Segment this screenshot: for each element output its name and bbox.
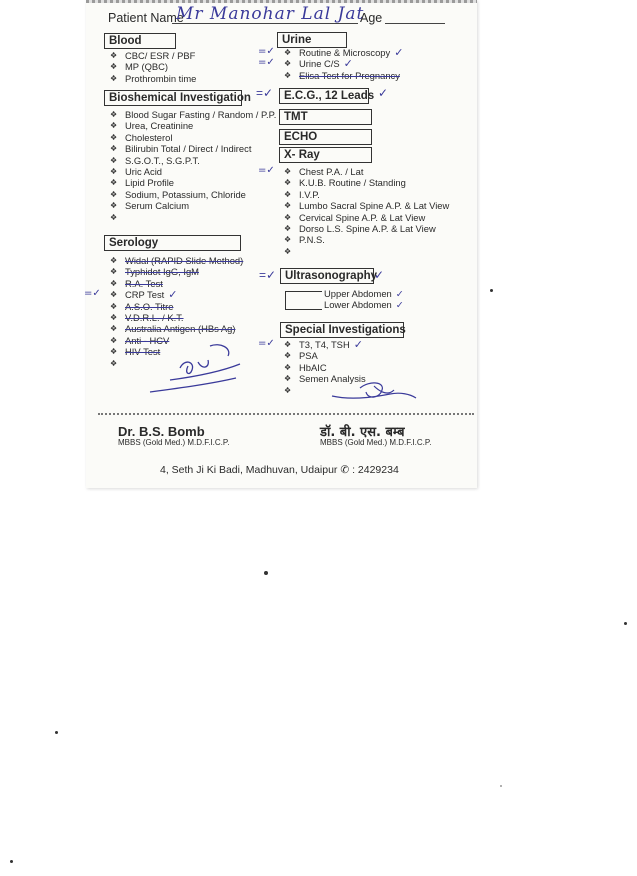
list-item: ❖ =✓ Urine C/S ✓ xyxy=(284,58,403,69)
tmt-heading: TMT xyxy=(279,109,372,125)
torn-top-edge xyxy=(86,0,477,3)
footer-divider xyxy=(98,413,474,415)
handwritten-signature xyxy=(330,378,420,410)
serology-heading: Serology xyxy=(104,235,241,251)
doctor-name-english: Dr. B.S. Bomb xyxy=(118,424,205,439)
list-item: ❖ PSA xyxy=(284,350,366,361)
special-investigations-heading: Special Investigations xyxy=(280,322,404,338)
biochemical-heading: Bioshemical Investigation xyxy=(104,90,242,106)
ultrasonography-heading: Ultrasonography xyxy=(280,268,374,284)
list-item: ❖ Prothrombin time xyxy=(110,73,196,84)
age-label: Age xyxy=(360,11,383,25)
list-item: ❖ Urea, Creatinine xyxy=(110,120,276,131)
list-item: Upper Abdomen ✓ xyxy=(324,288,404,299)
list-item: ❖ Semen Analysis xyxy=(284,373,366,384)
ecg-tick-mark: =✓ xyxy=(256,86,274,100)
blood-heading: Blood xyxy=(104,33,176,49)
scan-speck xyxy=(500,785,502,787)
list-item: ❖ K.U.B. Routine / Standing xyxy=(284,177,449,188)
list-item: ❖ Cervical Spine A.P. & Lat View xyxy=(284,212,449,223)
list-item: ❖ Anti - HCV xyxy=(110,335,243,346)
list-item: ❖ MP (QBC) xyxy=(110,61,196,72)
list-item: ❖ Dorso L.S. Spine A.P. & Lat View xyxy=(284,223,449,234)
patient-name-handwritten: Mr Manohar Lal Jat xyxy=(176,4,365,24)
ultrasonography-tick-mark: =✓ xyxy=(259,268,277,282)
list-item: ❖ R.A. Test xyxy=(110,278,243,289)
list-item: ❖ HIV Test xyxy=(110,346,243,357)
list-item: ❖ Sodium, Potassium, Chloride xyxy=(110,189,276,200)
list-item: ❖ S.G.O.T., S.G.P.T. xyxy=(110,155,276,166)
list-item: ❖ =✓ T3, T4, TSH ✓ xyxy=(284,339,366,350)
list-item: Lower Abdomen ✓ xyxy=(324,299,404,311)
clinic-address: 4, Seth Ji Ki Badi, Madhuvan, Udaipur ✆ : 2429234 xyxy=(160,464,399,476)
list-item: ❖ =✓ CRP Test ✓ xyxy=(110,289,243,300)
list-item: ❖ Cholesterol xyxy=(110,132,276,143)
list-item: ❖ Elisa Test for Pregnancy xyxy=(284,70,403,81)
urine-list xyxy=(258,46,404,81)
scan-speck xyxy=(624,622,627,625)
list-item: ❖ Uric Acid xyxy=(110,166,276,177)
age-line xyxy=(385,23,445,24)
biochemical-list xyxy=(110,109,276,212)
list-item: ❖ I.V.P. xyxy=(284,189,449,200)
patient-name-label: Patient Name xyxy=(108,11,184,25)
echo-heading: ECHO xyxy=(279,129,372,145)
urine-heading: Urine xyxy=(277,32,347,48)
handwritten-scribble-left xyxy=(140,340,250,400)
list-item: ❖ =✓ Routine & Microscopy ✓ xyxy=(284,47,403,58)
ultrasonography-tick-mark-right: ✓ xyxy=(374,268,385,282)
list-item: ❖ CBC/ ESR / PBF xyxy=(110,50,196,61)
scan-speck xyxy=(490,289,493,292)
list-item: ❖ HbAIC xyxy=(284,362,366,373)
scan-speck xyxy=(10,860,13,863)
doctor-degree-english: MBBS (Gold Med.) M.D.F.I.C.P. xyxy=(118,438,230,447)
list-item: ❖ Lumbo Sacral Spine A.P. & Lat View xyxy=(284,200,449,211)
list-item: ❖ Lipid Profile xyxy=(110,177,276,188)
list-item: ❖ Typhidot IgG, IgM xyxy=(110,266,243,277)
list-item: ❖ Widal (RAPID Slide Method) xyxy=(110,255,243,266)
list-item: ❖ =✓ Chest P.A. / Lat xyxy=(284,166,449,177)
ecg-tick-mark-right: ✓ xyxy=(378,86,389,100)
ultrasonography-bracket xyxy=(285,291,322,310)
scan-speck xyxy=(264,571,268,575)
scan-speck xyxy=(55,731,58,734)
doctor-name-hindi: डॉ. बी. एस. बम्ब xyxy=(320,425,405,440)
doctor-degree-right: MBBS (Gold Med.) M.D.F.I.C.P. xyxy=(320,438,432,447)
xray-list xyxy=(258,165,450,246)
list-item: ❖ V.D.R.L. / K.T. xyxy=(110,312,243,323)
list-item: ❖ A.S.O. Titre xyxy=(110,301,243,312)
ultrasonography-list xyxy=(324,288,404,311)
list-item: ❖ Blood Sugar Fasting / Random / P.P. xyxy=(110,109,276,120)
list-item: ❖ P.N.S. xyxy=(284,234,449,245)
list-item: ❖ Australia Antigen (HBs Ag) xyxy=(110,323,243,334)
xray-heading: X- Ray xyxy=(279,147,372,163)
list-item: ❖ Bilirubin Total / Direct / Indirect xyxy=(110,143,276,154)
ecg-heading: E.C.G., 12 Leads xyxy=(279,88,369,104)
blood-list xyxy=(110,50,196,84)
list-item: ❖ Serum Calcium xyxy=(110,200,276,211)
